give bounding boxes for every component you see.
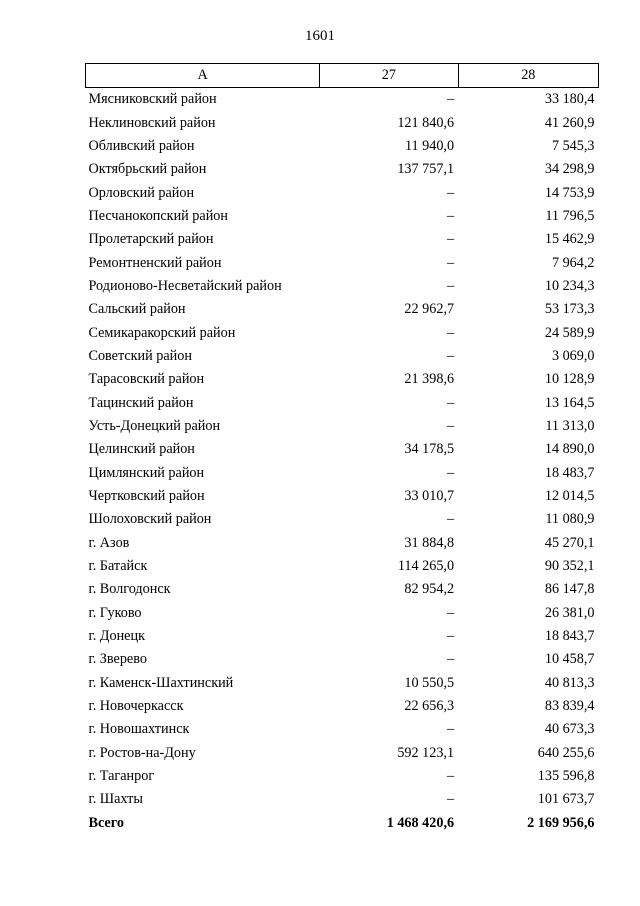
row-value-27-cell: –: [446, 91, 455, 108]
table-row: [86, 321, 599, 344]
table-row: [86, 228, 599, 251]
row-value-28-cell: 7 964,2: [551, 254, 595, 271]
table-row: [86, 438, 599, 461]
row-name-cell: г. Новочеркасск: [88, 698, 184, 715]
row-value-28-cell: 11 080,9: [545, 511, 595, 528]
total-row: [86, 812, 599, 835]
row-name-cell: Советский район: [88, 347, 192, 364]
row-value-27-cell: –: [446, 394, 455, 411]
row-value-28-cell: 11 796,5: [545, 207, 595, 224]
table-row: [86, 602, 599, 625]
row-value-27-cell: –: [446, 721, 455, 738]
row-name-cell: г. Таганрог: [88, 768, 155, 785]
total-value-28-cell: 2 169 956,6: [527, 814, 595, 831]
row-value-27-cell: 31 884,8: [404, 534, 455, 551]
table-header-row: [86, 64, 599, 88]
row-name-cell: Ремонтненский район: [88, 254, 222, 271]
row-value-27-cell: 137 757,1: [397, 161, 455, 178]
table-row: [86, 298, 599, 321]
row-value-27-cell: 33 010,7: [404, 488, 455, 505]
row-value-27-cell: –: [446, 347, 455, 364]
row-name-cell: г. Зверево: [88, 651, 147, 668]
row-name-cell: г. Азов: [88, 534, 130, 551]
row-value-27-cell: –: [446, 511, 455, 528]
column-header-27: 27: [320, 64, 458, 88]
row-name-cell: Родионово-Несветайский район: [88, 277, 282, 294]
table-row: [86, 555, 599, 578]
table-row: [86, 648, 599, 671]
row-name-cell: г. Волгодонск: [88, 581, 171, 598]
row-name-cell: Тацинский район: [88, 394, 194, 411]
row-value-28-cell: 12 014,5: [544, 488, 595, 505]
table-row: [86, 508, 599, 531]
table-row: [86, 205, 599, 228]
table-row: [86, 368, 599, 391]
row-value-28-cell: 34 298,9: [544, 161, 595, 178]
row-value-28-cell: 41 260,9: [544, 114, 595, 131]
row-value-27-cell: 21 398,6: [404, 371, 455, 388]
row-value-28-cell: 15 462,9: [544, 231, 595, 248]
row-name-cell: Песчанокопский район: [88, 207, 228, 224]
row-value-27-cell: 592 123,1: [397, 744, 455, 761]
row-value-27-cell: –: [446, 254, 455, 271]
row-name-cell: Тарасовский район: [88, 371, 205, 388]
total-label-cell: Всего: [88, 814, 124, 831]
row-value-27-cell: 11 940,0: [404, 137, 455, 154]
row-value-28-cell: 53 173,3: [544, 301, 595, 318]
row-value-28-cell: 83 839,4: [544, 698, 595, 715]
table-row: [86, 625, 599, 648]
row-value-28-cell: 40 673,3: [544, 721, 595, 738]
row-name-cell: Цимлянский район: [88, 464, 205, 481]
row-value-27-cell: 121 840,6: [397, 114, 455, 131]
table-row: [86, 532, 599, 555]
row-value-28-cell: 11 313,0: [545, 417, 595, 434]
row-value-27-cell: 82 954,2: [404, 581, 455, 598]
table-row: [86, 672, 599, 695]
row-value-27-cell: 34 178,5: [404, 441, 455, 458]
row-value-27-cell: 10 550,5: [404, 674, 455, 691]
data-table: [85, 63, 599, 835]
row-name-cell: г. Батайск: [88, 558, 148, 575]
row-value-28-cell: 13 164,5: [544, 394, 595, 411]
table-row: [86, 135, 599, 158]
table-row: [86, 462, 599, 485]
row-value-27-cell: –: [446, 768, 455, 785]
row-value-27-cell: 22 962,7: [404, 301, 455, 318]
row-name-cell: г. Новошахтинск: [88, 721, 190, 738]
row-value-28-cell: 14 890,0: [544, 441, 595, 458]
table-row: [86, 158, 599, 181]
row-value-28-cell: 3 069,0: [551, 347, 595, 364]
row-value-28-cell: 26 381,0: [544, 604, 595, 621]
row-value-27-cell: 114 265,0: [397, 558, 455, 575]
row-name-cell: г. Гуково: [88, 604, 142, 621]
row-value-28-cell: 18 483,7: [544, 464, 595, 481]
row-name-cell: Усть-Донецкий район: [88, 417, 221, 434]
row-value-28-cell: 10 458,7: [544, 651, 595, 668]
row-value-28-cell: 10 234,3: [544, 277, 595, 294]
row-value-28-cell: 24 589,9: [544, 324, 595, 341]
row-name-cell: г. Шахты: [88, 791, 143, 808]
row-value-27-cell: –: [446, 791, 455, 808]
row-value-28-cell: 101 673,7: [537, 791, 595, 808]
table-row: [86, 485, 599, 508]
row-value-28-cell: 40 813,3: [544, 674, 595, 691]
row-value-27-cell: –: [446, 231, 455, 248]
table-row: [86, 345, 599, 368]
table-row: [86, 695, 599, 718]
row-value-27-cell: –: [446, 417, 455, 434]
table-row: [86, 275, 599, 298]
row-value-28-cell: 86 147,8: [544, 581, 595, 598]
row-value-28-cell: 135 596,8: [537, 768, 595, 785]
row-name-cell: г. Каменск-Шахтинский: [88, 674, 234, 691]
table-row: [86, 415, 599, 438]
total-value-27-cell: 1 468 420,6: [386, 814, 455, 831]
row-name-cell: Семикаракорский район: [88, 324, 236, 341]
row-name-cell: Орловский район: [88, 184, 195, 201]
row-value-27-cell: –: [446, 628, 455, 645]
column-header-a: А: [86, 64, 320, 88]
row-value-27-cell: –: [446, 464, 455, 481]
row-value-28-cell: 33 180,4: [544, 91, 595, 108]
page-number: 1601: [305, 28, 335, 44]
row-value-28-cell: 90 352,1: [544, 558, 595, 575]
row-name-cell: Сальский район: [88, 301, 186, 318]
table-row: [86, 111, 599, 134]
row-name-cell: Обливский район: [88, 137, 195, 154]
row-name-cell: Целинский район: [88, 441, 195, 458]
row-value-28-cell: 7 545,3: [551, 137, 595, 154]
row-name-cell: г. Ростов-на-Дону: [88, 744, 196, 761]
table-row: [86, 765, 599, 788]
row-name-cell: Чертковский район: [88, 488, 205, 505]
table-body: [86, 88, 599, 836]
table-row: [86, 718, 599, 741]
row-value-28-cell: 14 753,9: [544, 184, 595, 201]
row-value-27-cell: –: [446, 651, 455, 668]
table-row: [86, 742, 599, 765]
table-row: [86, 391, 599, 414]
row-name-cell: г. Донецк: [88, 628, 145, 645]
table-row: [86, 251, 599, 274]
row-value-28-cell: 45 270,1: [544, 534, 595, 551]
row-value-27-cell: –: [446, 207, 455, 224]
row-name-cell: Шолоховский район: [88, 511, 212, 528]
row-name-cell: Пролетарский район: [88, 231, 214, 248]
column-header-28: 28: [458, 64, 598, 88]
row-value-27-cell: –: [446, 277, 455, 294]
table-row: [86, 788, 599, 811]
row-value-28-cell: 10 128,9: [544, 371, 595, 388]
row-value-28-cell: 640 255,6: [537, 744, 595, 761]
row-value-27-cell: –: [446, 324, 455, 341]
table-row: [86, 578, 599, 601]
table-row: [86, 88, 599, 112]
table-row: [86, 181, 599, 204]
row-name-cell: Неклиновский район: [88, 114, 216, 131]
row-name-cell: Октябрьский район: [88, 161, 207, 178]
row-name-cell: Мясниковский район: [88, 91, 217, 108]
row-value-28-cell: 18 843,7: [544, 628, 595, 645]
row-value-27-cell: 22 656,3: [404, 698, 455, 715]
row-value-27-cell: –: [446, 184, 455, 201]
row-value-27-cell: –: [446, 604, 455, 621]
